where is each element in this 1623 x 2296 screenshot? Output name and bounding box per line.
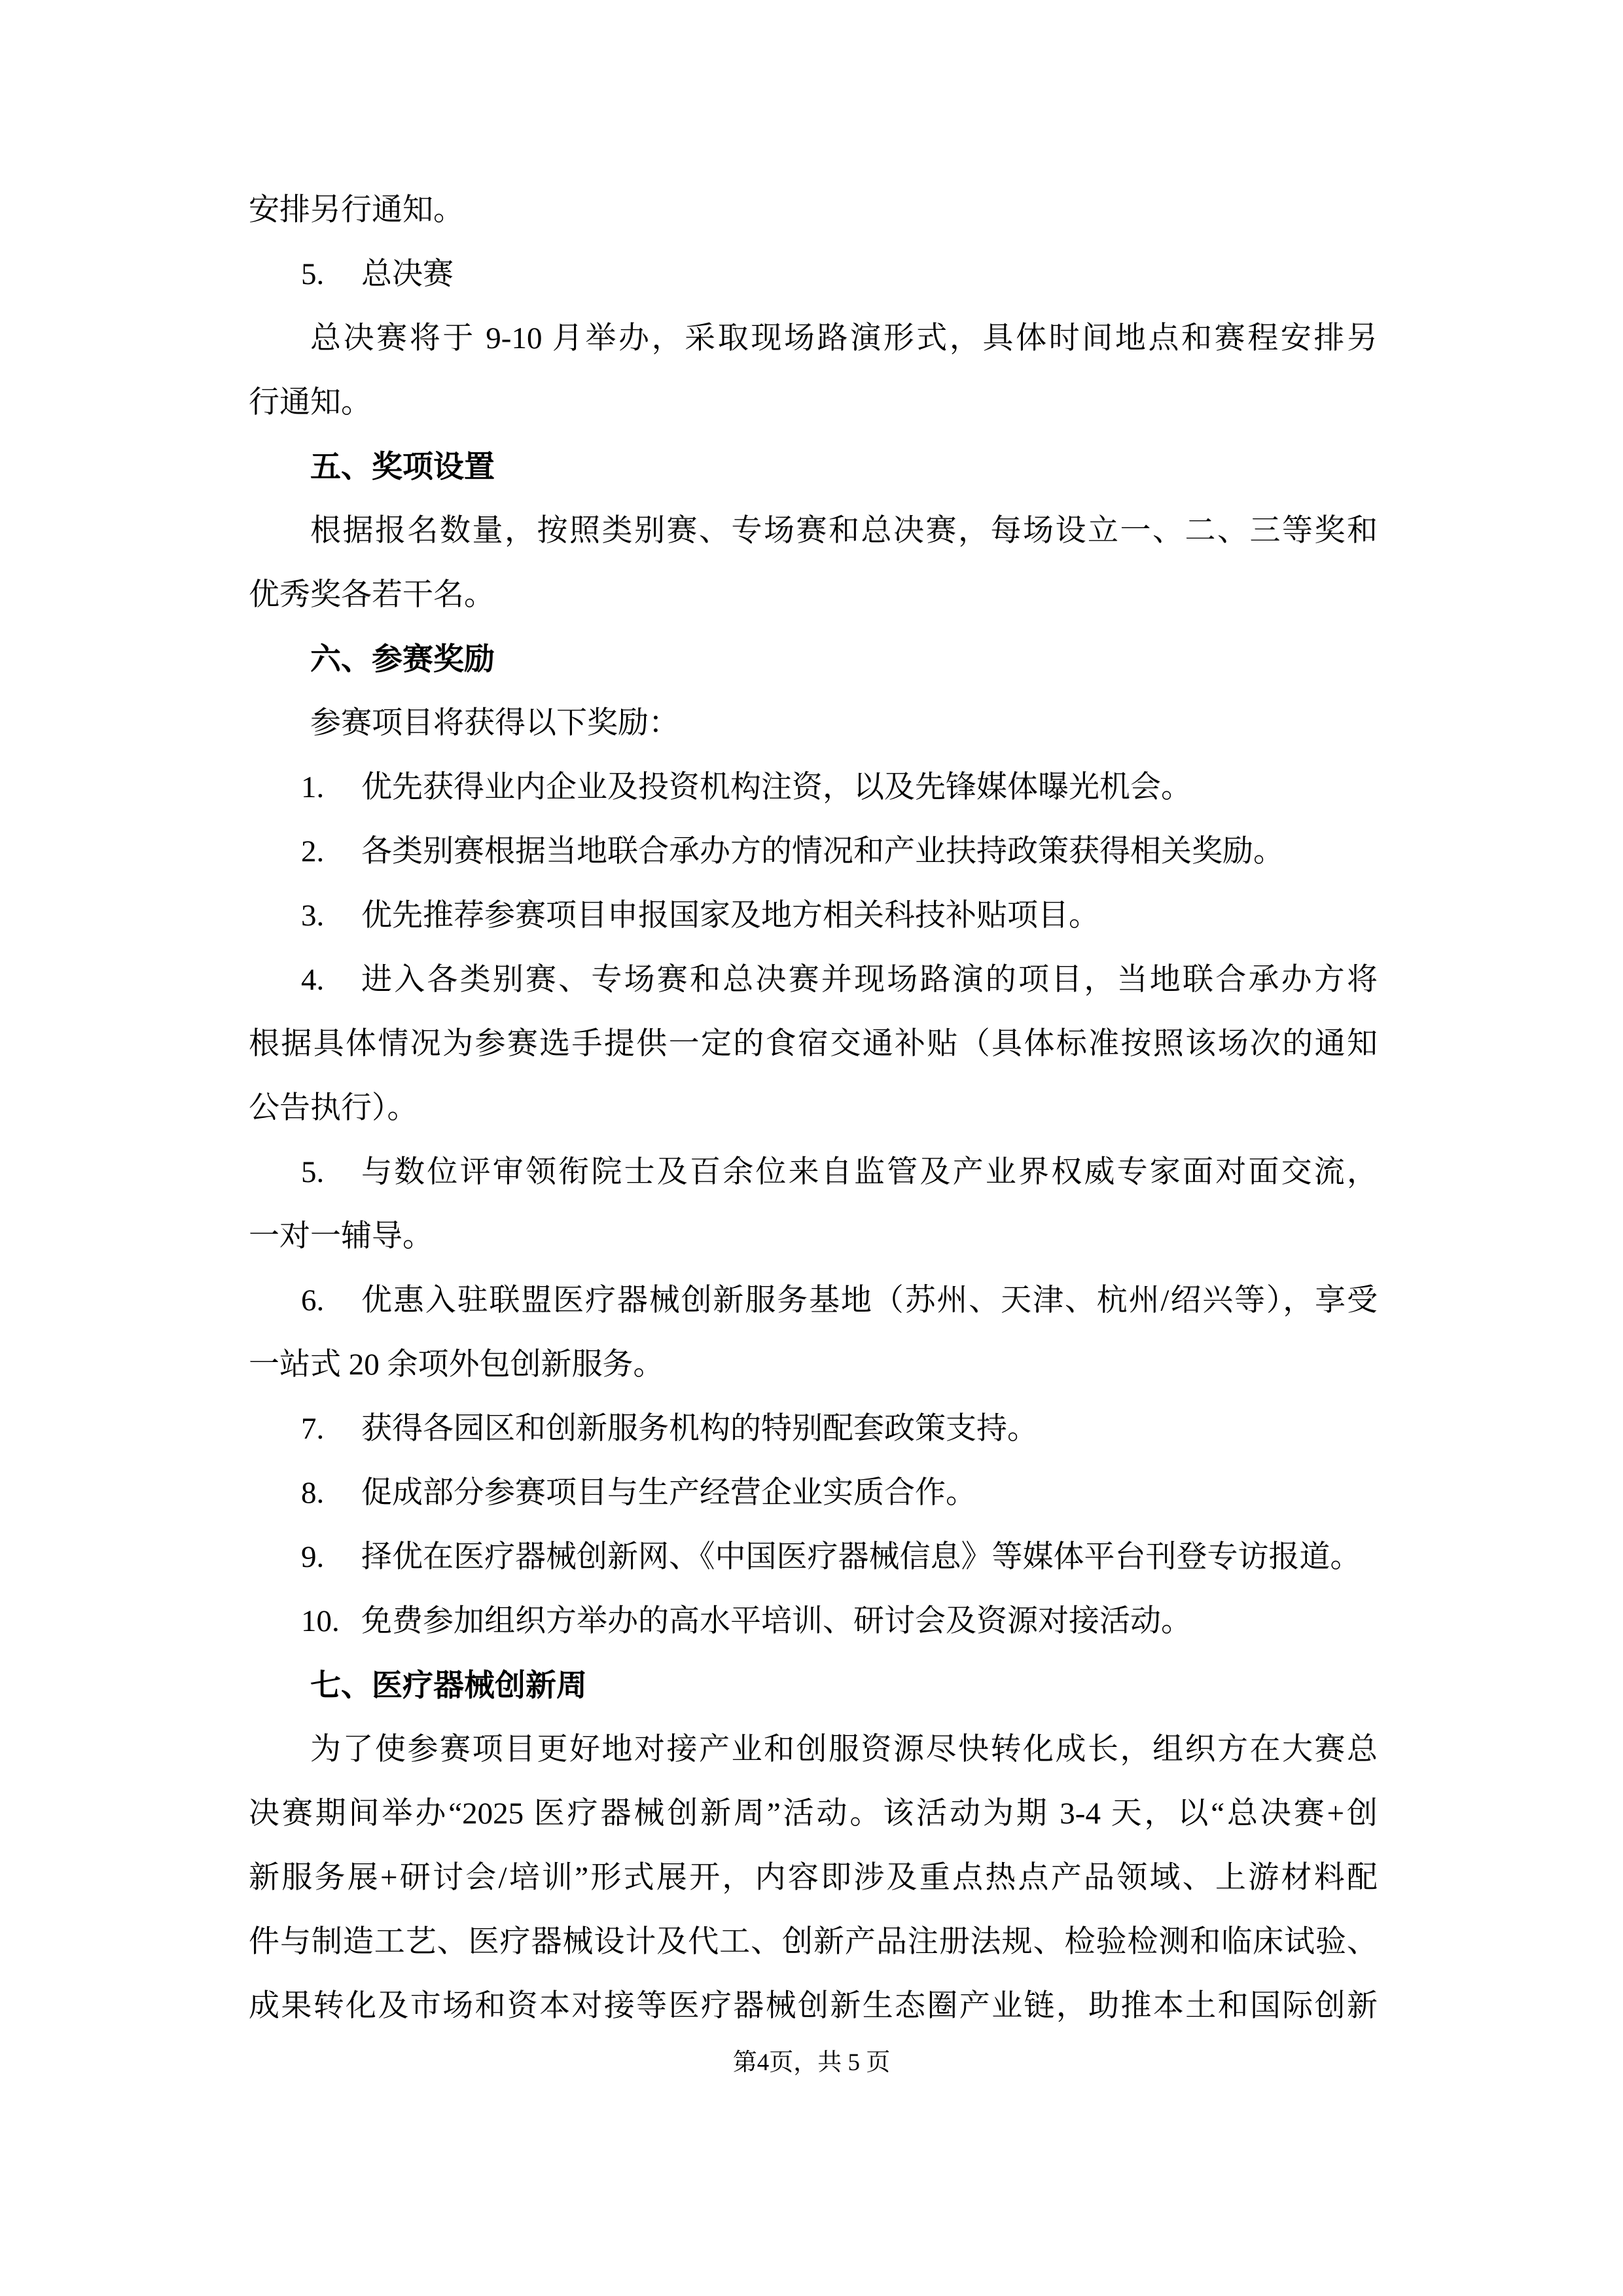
document-body (249, 178, 1378, 2038)
section-heading: 七、医疗器械创新周 (310, 1668, 587, 1702)
list-item-number: 10. (301, 1604, 340, 1638)
paragraph-line: 新服务展+研讨会/培训”形式展开，内容即涉及重点热点产品领域、上游材料配 (249, 1861, 1378, 1895)
section-heading: 六、参赛奖励 (310, 641, 495, 676)
paragraph-line: 公告执行）。 (249, 1091, 418, 1125)
list-item-text: 进入各类别赛、专场赛和总决赛并现场路演的项目，当地联合承办方将 (361, 963, 1378, 997)
list-item (249, 1268, 1378, 1333)
list-item (249, 884, 1378, 948)
section-heading: 五、奖项设置 (310, 449, 495, 484)
paragraph-line: 参赛项目将获得以下奖励： (310, 706, 679, 740)
paragraph-line: 一对一辅导。 (249, 1219, 433, 1253)
page-number-text: 第4页，共 5 页 (732, 2049, 891, 2076)
list-item-number: 2. (301, 834, 325, 869)
paragraph-line: 为了使参赛项目更好地对接产业和创服资源尽快转化成长，组织方在大赛总 (310, 1732, 1378, 1767)
paragraph-line: 一站式 20 余项外包创新服务。 (249, 1348, 664, 1382)
page-footer (0, 2047, 1623, 2079)
paragraph-line: 行通知。 (249, 386, 372, 420)
list-item-text: 择优在医疗器械创新网、《中国医疗器械信息》等媒体平台刊登专访报道。 (361, 1540, 1361, 1574)
list-item (249, 1397, 1378, 1461)
list-item-number: 5. (301, 1155, 325, 1189)
list-item (249, 242, 1378, 306)
paragraph-line: 总决赛将于 9-10 月举办，采取现场路演形式，具体时间地点和赛程安排另 (310, 321, 1378, 355)
list-item (249, 948, 1378, 1012)
list-item-text: 优先推荐参赛项目申报国家及地方相关科技补贴项目。 (361, 899, 1099, 933)
list-item-number: 9. (301, 1540, 325, 1574)
paragraph-line: 优秀奖各若干名。 (249, 578, 495, 612)
paragraph-line: 决赛期间举办“2025 医疗器械创新周”活动。该活动为期 3-4 天，以“总决赛+创 (249, 1797, 1378, 1831)
list-item-text: 免费参加组织方举办的高水平培训、研讨会及资源对接活动。 (361, 1604, 1192, 1638)
list-item-number: 6. (301, 1283, 325, 1318)
list-item-text: 优先获得业内企业及投资机构注资，以及先锋媒体曝光机会。 (361, 770, 1192, 804)
paragraph-line: 根据具体情况为参赛选手提供一定的食宿交通补贴（具体标准按照该场次的通知 (249, 1027, 1378, 1061)
paragraph-line: 安排另行通知。 (249, 193, 464, 227)
list-item-number: 5. (301, 257, 325, 291)
paragraph-line: 根据报名数量，按照类别赛、专场赛和总决赛，每场设立一、二、三等奖和 (310, 514, 1378, 548)
list-item-number: 8. (301, 1476, 325, 1510)
list-item (249, 1461, 1378, 1525)
list-item-number: 7. (301, 1412, 325, 1446)
list-item-text: 与数位评审领衔院士及百余位来自监管及产业界权威专家面对面交流， (361, 1155, 1378, 1189)
list-item-text: 促成部分参赛项目与生产经营企业实质合作。 (361, 1476, 976, 1510)
list-item (249, 755, 1378, 819)
paragraph-line: 件与制造工艺、医疗器械设计及代工、创新产品注册法规、检验检测和临床试验、 (249, 1925, 1378, 1959)
list-item-text: 各类别赛根据当地联合承办方的情况和产业扶持政策获得相关奖励。 (361, 834, 1284, 869)
list-item (249, 819, 1378, 884)
list-item (249, 1140, 1378, 1204)
paragraph-line: 成果转化及市场和资本对接等医疗器械创新生态圈产业链，助推本土和国际创新 (249, 1989, 1378, 2023)
list-item-number: 4. (301, 963, 325, 997)
list-item-number: 3. (301, 899, 325, 933)
list-item-text: 优惠入驻联盟医疗器械创新服务基地（苏州、天津、杭州/绍兴等），享受 (361, 1283, 1378, 1318)
list-item (249, 1589, 1378, 1653)
list-item-text: 获得各园区和创新服务机构的特别配套政策支持。 (361, 1412, 1038, 1446)
list-item-number: 1. (301, 770, 325, 804)
list-item-text: 总决赛 (361, 257, 454, 291)
list-item (249, 1525, 1378, 1589)
